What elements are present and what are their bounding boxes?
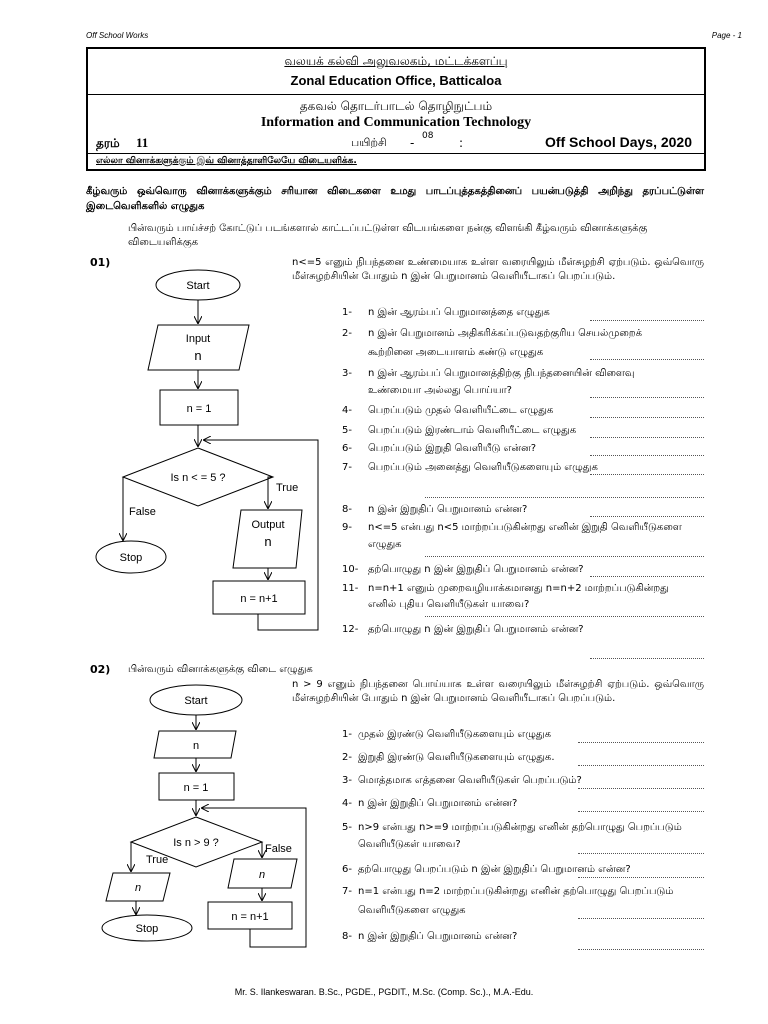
answer-line[interactable] <box>578 949 704 950</box>
answer-line[interactable] <box>590 359 704 360</box>
answer-line[interactable] <box>578 788 704 789</box>
answer-line[interactable] <box>578 765 704 766</box>
fc1-false-label: False <box>129 506 156 518</box>
fc2-input-var: n <box>192 740 200 752</box>
fc1-start-text: Start <box>186 280 210 292</box>
q1-description: n<=5 எனும் நிபந்தனை உண்மையாக உள்ள வரையிலும் மீள்சுழற்சி ஏற்படும். ஒவ்வொரு மீள்சுழற்சியின் போதும் n இன் பெறுமானம் வெளியீடாகப் பெறப்படும். <box>292 257 704 282</box>
subject-title-tamil: தகவல் தொடர்பாடல் தொழிநுட்பம் <box>299 99 493 113</box>
fc2-false-label: False <box>265 843 292 855</box>
answer-line[interactable] <box>578 811 704 812</box>
fc2-assign-text: n = 1 <box>183 782 209 794</box>
footer-credit: Mr. S. Ilankeswaran. B.Sc., PGDE., PGDIT., M.Sc. (Comp. Sc.)., M.A.-Edu. <box>234 987 534 997</box>
grade-value: 11 <box>136 135 149 150</box>
practice-dash: - <box>410 136 415 150</box>
running-header-page: Page - 1 <box>711 31 742 40</box>
session-title: Off School Days, 2020 <box>544 134 692 150</box>
answer-note: எல்லா வினாக்களுக்கும் இவ் வினாத்தாளிலேயே விடையளிக்க. <box>96 156 357 166</box>
answer-line[interactable] <box>425 497 704 498</box>
answer-line[interactable] <box>578 877 704 878</box>
fc1-input-var: n <box>194 348 202 363</box>
answer-line[interactable] <box>590 516 704 517</box>
answer-line[interactable] <box>590 576 704 577</box>
fc1-increment-text: n = n+1 <box>240 593 278 605</box>
grade-label: தரம் <box>96 136 120 150</box>
q2-description: n > 9 எனும் நிபந்தனை பொய்யாக உள்ள வரையிலும் மீள்சுழற்சி ஏற்படும். ஒவ்வொரு மீள்சுழற்சியின் போதும் n இன் பெறுமானம் வெளியீடாகப் பெறப்படும். <box>292 679 704 704</box>
office-title-tamil: வலயக் கல்வி அலுவலகம், மட்டக்களப்பு <box>284 54 508 68</box>
answer-line[interactable] <box>590 397 704 398</box>
flowchart-2 <box>102 685 306 947</box>
fc1-decision-text: Is n < = 5 ? <box>170 472 226 484</box>
answer-line[interactable] <box>578 742 704 743</box>
answer-line[interactable] <box>590 417 704 418</box>
answer-line[interactable] <box>590 455 704 456</box>
q1-number: 01) <box>90 256 111 269</box>
q2-number: 02) <box>90 663 111 676</box>
fc2-increment-text: n = n+1 <box>231 911 269 923</box>
fc2-start-text: Start <box>184 695 208 707</box>
fc2-stop-text: Stop <box>135 923 159 935</box>
fc2-true-label: True <box>146 854 169 866</box>
answer-line[interactable] <box>425 616 704 617</box>
fc2-output-left-text: n <box>134 882 142 894</box>
answer-line[interactable] <box>590 437 704 438</box>
running-header-left: Off School Works <box>86 31 149 40</box>
fc2-output-right-text: n <box>258 869 266 881</box>
subject-title-english: Information and Communication Technology <box>260 115 532 130</box>
q1-intro: பின்வரும் பாய்ச்சற் கோட்டுப் படங்களால் காட்டப்பட்டுள்ள விடயங்களை நன்கு விளங்கி கீழ்வரும் வினாக்களுக்கு விடையளிக்குக <box>128 223 648 248</box>
fc1-stop-text: Stop <box>119 552 143 564</box>
answer-line[interactable] <box>590 474 704 475</box>
fc1-output-label: Output <box>251 519 285 531</box>
answer-line[interactable] <box>425 556 704 557</box>
main-instruction: கீழ்வரும் ஒவ்வொரு வினாக்களுக்கும் சரியான விடைகளை உமது பாடப்புத்தகத்தினைப் பயன்படுத்தி அறிந்து தரப்பட்டுள்ள இடைவெளிகளில் எழுதுக <box>86 186 704 212</box>
answer-line[interactable] <box>578 853 704 854</box>
practice-number: 08 <box>422 131 434 141</box>
fc1-input-label: Input <box>185 333 211 345</box>
flowchart-1 <box>96 270 318 630</box>
practice-colon: : <box>459 136 464 150</box>
answer-line[interactable] <box>590 320 704 321</box>
fc1-output-var: n <box>264 534 272 549</box>
fc1-assign-text: n = 1 <box>186 403 212 415</box>
practice-label: பயிற்சி <box>351 136 387 149</box>
answer-line[interactable] <box>578 918 704 919</box>
fc2-decision-text: Is n > 9 ? <box>173 837 219 849</box>
office-title-english: Zonal Education Office, Batticaloa <box>290 73 502 88</box>
answer-line[interactable] <box>590 658 704 659</box>
fc1-true-label: True <box>276 482 299 494</box>
q2-intro: பின்வரும் வினாக்களுக்கு விடை எழுதுக <box>128 664 313 675</box>
